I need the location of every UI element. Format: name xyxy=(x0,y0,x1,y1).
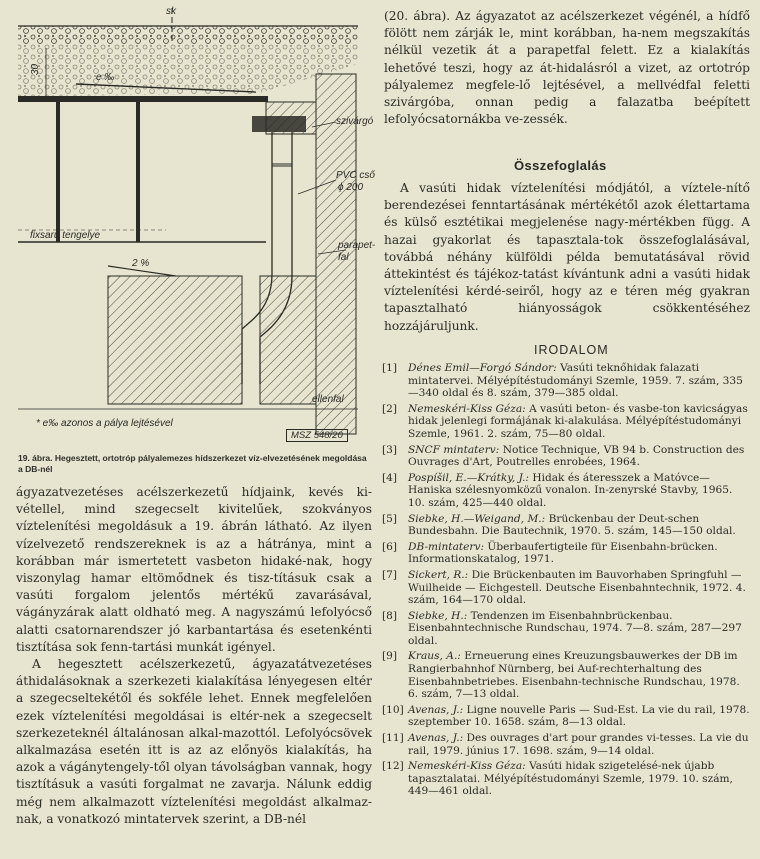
reference-text: Hidak és áteresszek a Matóvce—Haniska szélesnyomközű vonalon. In-zenyrské Stavby, 1965. 10. szám, 425—440 oldal. xyxy=(408,471,733,509)
summary-paragraph: A vasúti hidak víztelenítési módjától, a víztele-nítő berendezései fenntartásának mértékétől azok élettartama és külső esztétikai megjelenése nagy-mértékben függ. A hazai gyakorlat és tapasztala-tok összefoglalásával, továbbá néhány külföldi példa bemutatásával rövid áttekintést és tájékoz-tatást kívántunk adni a vasúti hidak víztelenítési kérdé-seiről, hogy az e téren még gyakran tapasztalható hiányosságok csökkentéséhez hozzájáruljunk. xyxy=(384,181,750,333)
reference-number: [8] xyxy=(382,609,398,622)
reference-author: Sickert, R.: xyxy=(408,568,469,581)
reference-author: Siebke, H.—Weigand, M.: xyxy=(408,512,546,525)
label-sk: sk xyxy=(166,6,176,17)
reference-author: SNCF mintaterv: xyxy=(408,443,500,456)
reference-text: A vasúti beton- és vasbe-ton kavicságyas hidak jelenlegi formájának ki-alakulása. Mélyépítéstudományi Szemle, 1961. 2. szám, 75—80 oldal. xyxy=(408,402,748,440)
reference-item xyxy=(382,569,750,607)
reference-item xyxy=(382,362,750,400)
reference-text: Ligne nouvelle Paris — Sud-Est. La vie du rail, 1978. szeptember 10. 1658. szám, 8—13 oldal. xyxy=(408,703,750,729)
reference-list xyxy=(382,362,750,801)
reference-item xyxy=(382,541,750,566)
reference-item xyxy=(382,732,750,757)
section-heading: Összefoglalás xyxy=(514,158,607,173)
reference-author: Kraus, A.: xyxy=(408,650,461,663)
reference-author: Dénes Emil—Forgó Sándor: xyxy=(408,362,557,374)
reference-text: Des ouvrages d'art pour grandes vi-tesses. La vie du rail, 1979. június 17. 1698. szám, 9—14 oldal. xyxy=(408,732,749,757)
right-paragraph-continued: (20. ábra). Az ágyazatot az acélszerkezet végénél, a hídfő fölött nem zárják le, mint korábban, ha-nem megszakítás nélkül vezetik át a parapetfal felett. Ez a kialakítás lehetővé teszi, hogy az át-hidalásról a vizet, az ortotróp pályalemez megfele-lő lejtésével, a mellvédfal feletti szivárgóba, onnan pedig a falazatba beépített lefolyócsatornákba ve-zessék. xyxy=(384,9,750,127)
reference-author: Avenas, J.: xyxy=(408,732,464,745)
reference-number: [3] xyxy=(382,443,398,456)
label-slope: e ‰ xyxy=(96,72,115,83)
label-percent: 2 % xyxy=(132,258,150,269)
reference-item xyxy=(382,513,750,538)
label-ellenfal: ellenfal xyxy=(312,394,344,405)
left-paragraph-2: A hegesztett acélszerkezetű, ágyazatátvezetéses áthidalásoknak a szerkezeti kialakítása lényegesen eltér a szegecseltekétől és sokféle lehet. Ennek megfelelően ezek víztelenítési megoldásai is eltér-nek a szegecselt szerkezeteknél általánosan alkal-mazottól. Lefolyócsövek alkalmazása esetén itt is az az előnyös kialakítás, ha azok a vágánytengely-től olyan távolságban vannak, hogy tisztításuk a vasúti forgalmat ne zavarja. Nálunk eddig még nem alkalmazott víztelenítési megoldást alkalmaz-nak, a vonatkozó mintatervek szerint, a DB-nél xyxy=(16,657,372,826)
drawing-svg xyxy=(16,4,372,454)
reference-number: [5] xyxy=(382,512,398,525)
reference-number: [12] xyxy=(382,760,404,773)
reference-item xyxy=(382,403,750,441)
reference-item xyxy=(382,704,750,729)
reference-number: [2] xyxy=(382,402,398,415)
reference-text: Vasúti hidak szigetelésé-nek újabb tapasztalatai. Mélyépítéstudományi Szemle, 1979. 10. szám, 449—461 oldal. xyxy=(408,760,733,798)
reference-text: Vasúti teknőhidak falazati mintatervei. Mélyépítéstudományi Szemle, 1959. 7. szám, 335—340 oldal és 8. szám, 379—385 oldal. xyxy=(408,362,743,400)
reference-text: Erneuerung eines Kreuzungsbauwerkes der DB im Rangierbahnhof Nürnberg, bei Auf-rechterhaltung des Eisenbahnbetriebes. Eisenbahn-technische Rundschau, 1978. 6. szám, 7—13 oldal. xyxy=(408,650,740,701)
left-paragraph-1: ágyazatvezetéses acélszerkezetű hídjaink, kevés ki-vétellel, mind szegecselt kivitelűek, szokványos víztelenítési megoldásuk a 19. ábrán látható. Az ilyen vízelvezető rendszereknek is az a hátránya, mint a korábban már ismertetett vasbeton hidaké-nak, hogy viszonylag hamar eltömődnek és tisz-tításuk csak a vasúti forgalom jelentős mértékű zavarásával, vágányzárak alatt oldható meg. A nagyszámú lefolyócső alatti csatornarendszer jó karbantartása és esetenkénti tisztítása sok fenn-tartási munkát igényel. xyxy=(16,485,372,654)
label-parapet-fal: fal xyxy=(338,252,349,263)
reference-number: [4] xyxy=(382,471,398,484)
label-fixsaru: fixsaru tengelye xyxy=(30,230,101,241)
reference-number: [1] xyxy=(382,362,398,374)
label-pvc-diameter: ϕ 200 xyxy=(338,182,364,193)
label-parapet: parapet- xyxy=(338,240,376,251)
reference-author: Nemeskéri-Kiss Géza: xyxy=(408,760,526,773)
reference-item xyxy=(382,760,750,798)
reference-item xyxy=(382,444,750,469)
reference-text: Die Brückenbauten im Bauvorhaben Springfuhl — Wuilheide — Eichgestell. Deutsche Eisenbahntechnik, 1972. 4. szám, 164—170 oldal. xyxy=(408,568,746,607)
reference-item xyxy=(382,472,750,510)
reference-item xyxy=(382,610,750,648)
reference-number: [6] xyxy=(382,540,398,553)
reference-item xyxy=(382,650,750,700)
left-column-text xyxy=(16,484,372,828)
reference-number: [10] xyxy=(382,703,404,716)
reference-number: [7] xyxy=(382,568,398,581)
reference-author: Siebke, H.: xyxy=(408,609,468,622)
standard-stamp: MSZ 548/20 xyxy=(286,429,348,442)
reference-author: Nemeskéri-Kiss Géza: xyxy=(408,402,526,415)
reference-author: DB-mintaterv: xyxy=(408,540,485,553)
references-title: IRODALOM xyxy=(534,343,609,357)
reference-author: Avenas, J.: xyxy=(408,703,464,716)
figure-legend: * e‰ azonos a pálya lejtésével xyxy=(36,418,173,429)
reference-text: Notice Technique, VB 94 b. Construction des Ouvrages d'Art, Poutrelles enrobées, 1964. xyxy=(408,443,745,469)
figure-caption: 19. ábra. Hegesztett, ortotróp pályalemezes hídszerkezet víz-elvezetésének megoldása a DB-nél xyxy=(18,453,367,474)
reference-number: [11] xyxy=(382,732,404,745)
reference-text: Überbaufertigteile für Eisenbahn-brücken. Informationskatalog, 1971. xyxy=(408,540,718,566)
reference-text: Brückenbau der Deut-schen Bundesbahn. Die Bautechnik, 1970. 5. szám, 145—150 oldal. xyxy=(408,512,736,538)
reference-number: [9] xyxy=(382,650,398,663)
label-pvc: PVC cső xyxy=(336,170,375,181)
reference-author: Pospíšil, E.—Krátky, J.: xyxy=(408,471,529,484)
right-column-intro xyxy=(384,8,750,128)
summary-text xyxy=(384,180,750,335)
label-dim-30: 30 xyxy=(30,63,42,76)
label-szivargo: szivárgó xyxy=(336,116,374,127)
figure-19 xyxy=(16,4,376,474)
reference-text: Tendenzen im Eisenbahnbrückenbau. Eisenbahntechnische Rundschau, 1974. 7—8. szám, 287—297 oldal. xyxy=(408,609,742,647)
